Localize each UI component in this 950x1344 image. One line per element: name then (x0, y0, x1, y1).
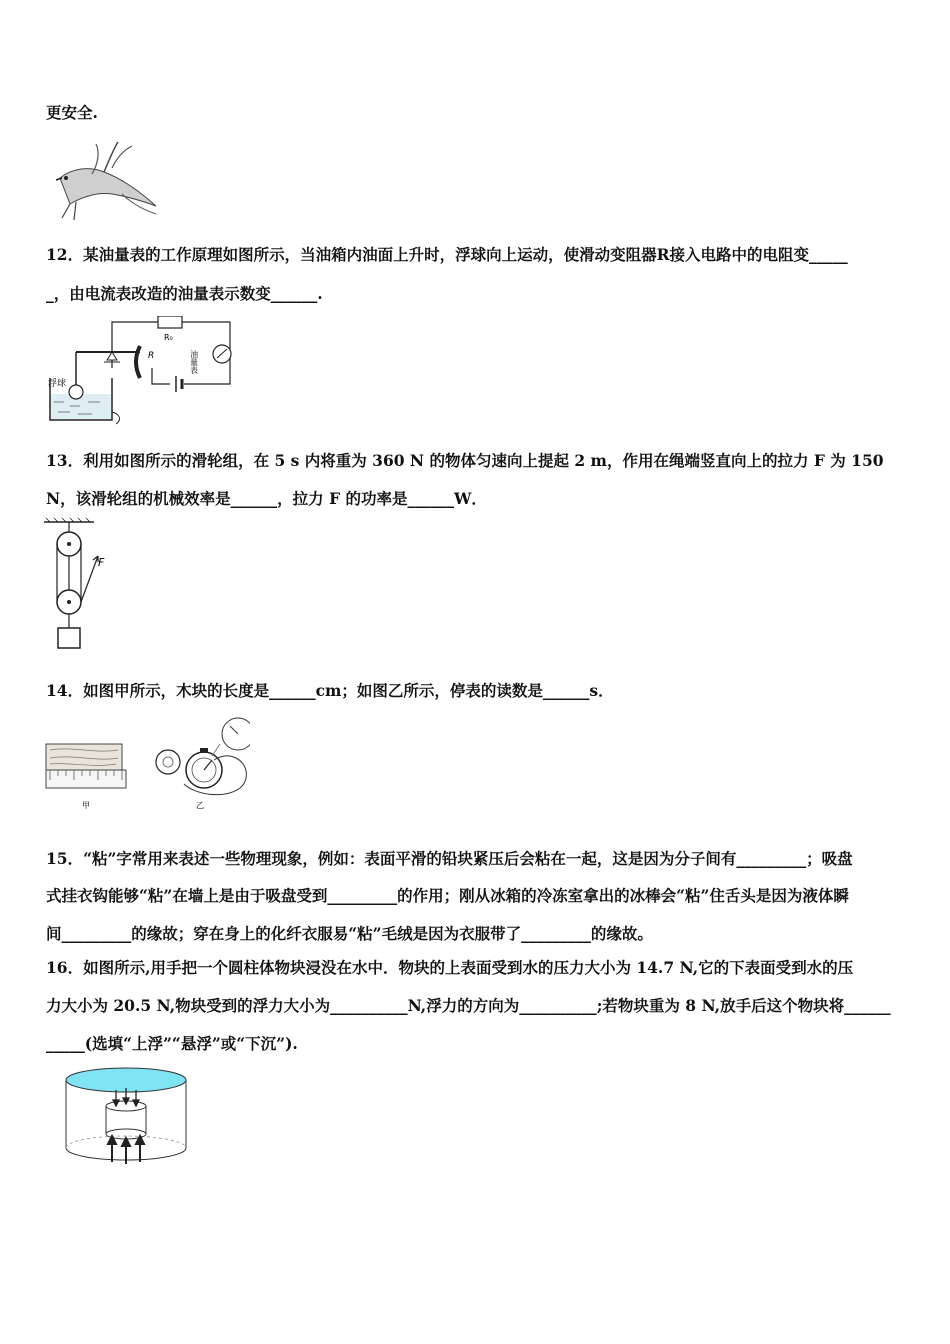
r-label: R (148, 351, 155, 361)
ruler-stopwatch-figure (44, 714, 250, 814)
q13-line1: 13．利用如图所示的滑轮组，在 5 s 内将重为 360 N 的物体匀速向上提起 2 m，作用在绳端竖直向上的拉力 F 为 150 (46, 451, 884, 470)
q15-line2: 式挂衣钩能够“粘”在墙上是由于吸盘受到_________的作用；刚从冰箱的冷冻室拿出的冰棒会“粘”住舌头是因为液体瞬 (46, 886, 849, 905)
label-yi: 乙 (196, 801, 204, 810)
submerged-cylinder-figure (62, 1064, 192, 1168)
q11-tail-text: 更安全. (46, 103, 98, 122)
q16-line3: _____(选填“上浮”“悬浮”或“下沉”). (46, 1034, 298, 1053)
q16-line2: 力大小为 20.5 N,物块受到的浮力大小为__________N,浮力的方向为__________;若物块重为 8 N,放手后这个物块将______ (46, 996, 891, 1015)
pulley-system-figure (44, 516, 114, 652)
q15-line1: 15．“粘”字常用来表述一些物理现象，例如：表面平滑的铅块紧压后会粘在一起，这是因为分子间有_________；吸盘 (46, 849, 853, 868)
q13-line2: N，该滑轮组的机械效率是______，拉力 F 的功率是______W． (46, 489, 487, 508)
r0-label: R₀ (164, 333, 173, 342)
q15-line3: 间_________的缘故；穿在身上的化纤衣服易“粘”毛绒是因为衣服带了_________的缘故。 (46, 924, 653, 943)
q16-line1: 16．如图所示,用手把一个圆柱体物块浸没在水中．物块的上表面受到水的压力大小为 14.7 N,它的下表面受到水的压 (46, 958, 854, 977)
force-label: F (98, 556, 105, 569)
bird-figure (52, 138, 162, 224)
meter-label: 油量表 (189, 350, 199, 374)
oil-gauge-circuit-figure (44, 316, 240, 426)
float-label: 浮球 (48, 379, 67, 389)
q14-line1: 14．如图甲所示，木块的长度是______cm；如图乙所示，停表的读数是______s． (46, 681, 614, 700)
label-jia: 甲 (82, 801, 90, 810)
q12-line1: 12．某油量表的工作原理如图所示，当油箱内油面上升时，浮球向上运动，使滑动变阻器R接入电路中的电阻变_____ (46, 245, 848, 264)
q12-line2: _，由电流表改造的油量表示数变______. (46, 284, 323, 303)
